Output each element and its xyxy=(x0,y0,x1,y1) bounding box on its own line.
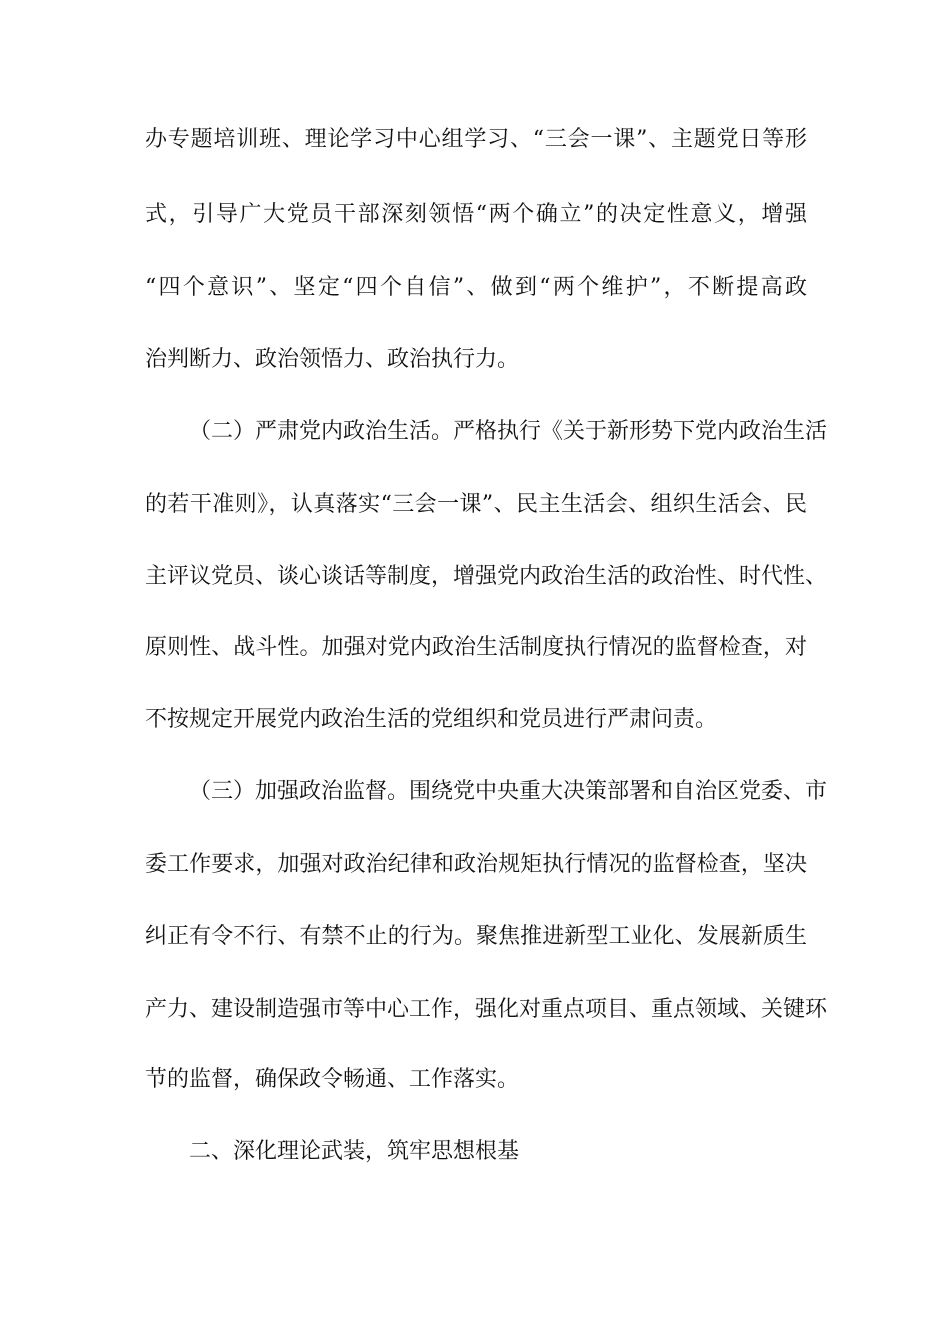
chapter-heading: 二、深化理论武装，筑牢思想根基 xyxy=(189,1139,520,1164)
paragraph-line: “四个意识”、坚定“四个自信”、做到“两个维护”，不断提高政 xyxy=(145,275,807,300)
paragraph-line: 不按规定开展党内政治生活的党组织和党员进行严肃问责。 xyxy=(145,707,718,732)
section-heading-line: （三）加强政治监督。围绕党中央重大决策部署和自治区党委、市 xyxy=(189,779,828,804)
paragraph-line: 产力、建设制造强市等中心工作，强化对重点项目、重点领域、关键环 xyxy=(145,997,828,1022)
paragraph-line: 委工作要求，加强对政治纪律和政治规矩执行情况的监督检查，坚决 xyxy=(145,852,807,877)
paragraph-line: 主评议党员、谈心谈话等制度，增强党内政治生活的政治性、时代性、 xyxy=(145,564,828,589)
paragraph-line: 的若干准则》，认真落实“三会一课”、民主生活会、组织生活会、民 xyxy=(145,492,807,517)
paragraph-line: 式，引导广大党员干部深刻领悟“两个确立”的决定性意义，增强 xyxy=(145,202,807,227)
paragraph-line: 原则性、战斗性。加强对党内政治生活制度执行情况的监督检查，对 xyxy=(145,635,807,660)
section-heading-line: （二）严肃党内政治生活。严格执行《关于新形势下党内政治生活 xyxy=(189,419,828,444)
paragraph-line: 办专题培训班、理论学习中心组学习、“三会一课”、主题党日等形 xyxy=(145,127,807,152)
paragraph-line: 纠正有令不行、有禁不止的行为。聚焦推进新型工业化、发展新质生 xyxy=(145,924,807,949)
paragraph-line: 节的监督，确保政令畅通、工作落实。 xyxy=(145,1067,520,1092)
paragraph-line: 治判断力、政治领悟力、政治执行力。 xyxy=(145,347,520,372)
